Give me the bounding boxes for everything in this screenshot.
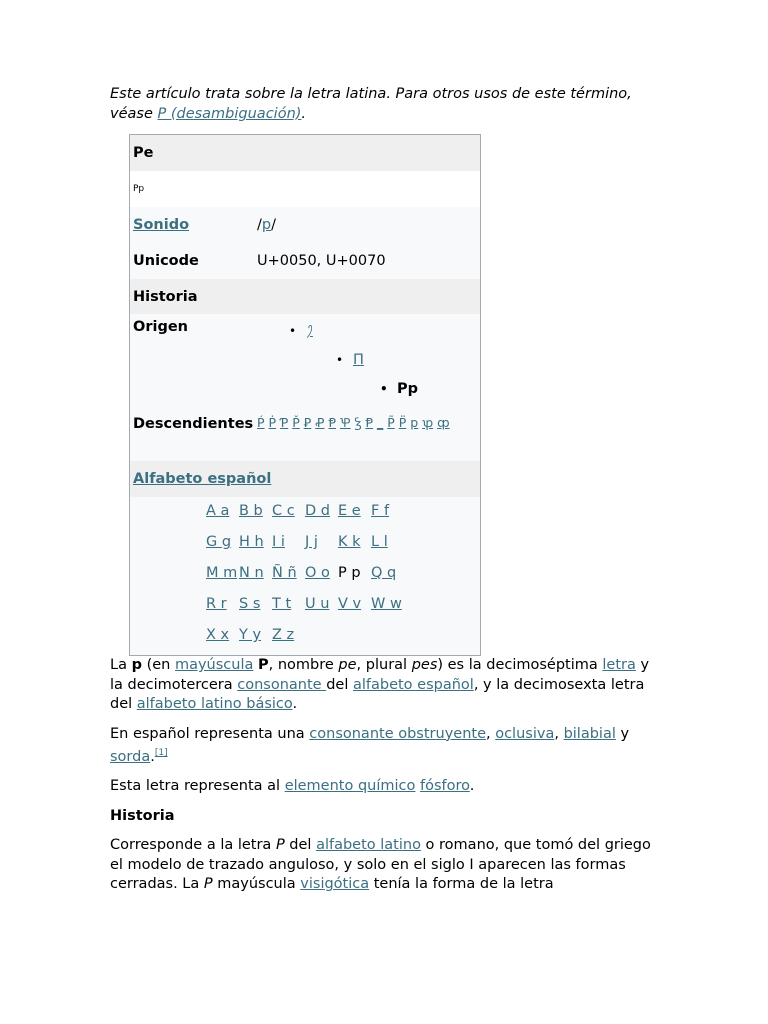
hatnote-text: Este artículo trata sobre la letra latina. Para otros usos de este término, véase [110,86,632,122]
infobox-sound-row [130,207,480,243]
descendant-link[interactable]: ȹ [437,415,450,430]
hatnote [110,84,660,124]
infobox [129,134,481,656]
text: , [554,725,564,742]
alphabet-grid [130,497,480,655]
origin-link-phoenician[interactable]: 𐤐 [306,323,313,339]
letter-link[interactable]: S s [239,596,261,612]
letter-link[interactable]: B b [239,503,263,519]
sound-slash-close: / [271,217,276,233]
italic-text: P [275,837,285,854]
intro-paragraph [110,656,660,715]
origin-item [397,376,477,405]
link-alfabeto-espanol[interactable]: alfabeto español [352,676,474,693]
bold-text: p [131,657,142,673]
letter-link[interactable]: U u [305,596,330,612]
article [110,84,660,905]
descendant-link[interactable]: P̈ [398,415,407,430]
element-paragraph [110,777,660,797]
link-sorda[interactable]: sorda [110,748,151,765]
italic-text: pe [338,657,357,673]
origin-list [257,318,477,405]
text: mayúscula [212,876,301,893]
descendant-link[interactable]: _ [376,415,384,430]
origin-label: Origen [133,319,188,335]
link-alfabeto-latino-basico[interactable]: alfabeto latino básico [136,696,293,712]
text: , y la decimosexta letra del [110,676,645,712]
letter-current: P p [338,565,361,581]
text: ) es la decimoséptima [437,657,603,673]
letter-link[interactable]: G g [206,534,232,550]
letter-link[interactable]: M m [206,565,238,581]
alphabet-heading-link[interactable]: Alfabeto español [133,471,272,487]
text: En español representa una [110,725,310,742]
hatnote-end: . [301,106,307,122]
link-letra[interactable]: letra [602,657,636,673]
letter-link[interactable]: F f [371,503,390,519]
sound-value [257,217,477,233]
letter-link[interactable]: V v [338,596,362,612]
history-paragraph [110,836,660,895]
letter-link[interactable]: H h [239,534,264,550]
reference-link[interactable]: [1] [154,748,168,758]
descendant-link[interactable]: Ꝣ [354,415,362,430]
descendant-link[interactable]: Ᵽ [365,415,373,430]
origin-item [306,318,477,347]
letter-link[interactable]: Ñ ñ [272,565,297,581]
disambiguation-link[interactable]: P (desambiguación) [157,106,302,122]
alphabet-row [206,532,480,552]
phonetics-paragraph [110,725,660,768]
letter-link[interactable]: Q q [371,565,397,581]
sound-label-link[interactable]: Sonido [133,217,190,233]
link-fosforo[interactable]: fósforo [420,778,470,795]
descendant-link[interactable]: P̃ [387,415,395,430]
text: La [110,657,132,673]
text: . [150,748,155,765]
infobox-origin-row [130,314,480,405]
alphabet-row [206,563,480,583]
bold-text: P [258,657,269,673]
letter-link[interactable]: C c [272,503,295,519]
alphabet-row [206,594,480,614]
text: del [326,676,353,693]
origin-item [353,347,477,376]
text: o romano, que tomó del griego el modelo de trazado anguloso, y solo en el siglo I aparecen las formas cerradas. La [110,837,651,893]
link-mayuscula[interactable]: mayúscula [174,657,254,673]
italic-text: pes [411,657,438,673]
descendant-link[interactable]: Ṗ [268,415,277,430]
letter-link[interactable]: T t [272,596,292,612]
link-visigotica[interactable]: visigótica [300,876,370,893]
section-heading-history: Historia [110,807,175,824]
descendant-link[interactable]: Ᵽ [328,415,336,430]
link-alfabeto-latino[interactable]: alfabeto latino [316,837,421,854]
descendant-link[interactable]: Ƥ [280,415,289,430]
alphabet-row [206,625,480,645]
descendant-link[interactable]: Ꝓ [315,415,325,430]
link-consonante[interactable]: consonante [237,676,327,693]
text: , plural [356,657,412,673]
infobox-alphabet-row [130,461,480,497]
letter-link[interactable]: X x [206,627,230,643]
infobox-history-row [130,279,480,314]
descendant-link[interactable]: Ꝑ [303,415,312,430]
letter-link[interactable]: A a [206,503,230,519]
text: tenía la forma de la letra [369,876,554,893]
text: . [292,696,298,712]
letter-link[interactable]: I i [272,534,285,550]
infobox-title-row [130,135,480,171]
link-elemento-quimico[interactable]: elemento químico [284,778,416,795]
letter-link[interactable]: J j [305,534,318,550]
letter-link[interactable]: K k [338,534,361,550]
descendant-link[interactable]: Ṕ [257,415,265,430]
letter-link[interactable]: D d [305,503,330,519]
descendants-label: Descendientes [133,416,254,432]
sound-p-link[interactable]: p [261,217,272,233]
text: Corresponde a la letra [110,837,276,854]
infobox-image-caption: Pp [133,184,145,194]
text: Esta letra representa al [110,778,285,795]
unicode-label: Unicode [133,253,199,269]
descendant-link[interactable]: P̌ [292,415,300,430]
letter-link[interactable]: Y y [239,627,262,643]
text: del [284,837,317,854]
text: , nombre [268,657,339,673]
origin-link-greek[interactable]: Π [353,352,364,368]
letter-link[interactable]: E e [338,503,361,519]
letter-link[interactable]: R r [206,596,227,612]
link-oclusiva[interactable]: oclusiva [495,725,555,742]
text: y la decimotercera [110,657,650,693]
text: , [486,725,496,742]
alphabet-row [206,501,480,521]
history-heading: Historia [133,288,198,305]
infobox-unicode-row [130,243,480,279]
text: (en [141,657,175,673]
descendant-link[interactable]: ꝕ [422,415,434,430]
infobox-image-row [130,171,480,207]
letter-link[interactable]: O o [305,565,330,581]
infobox-title: Pe [133,145,154,161]
letter-link[interactable]: L l [371,534,388,550]
infobox-descendants-row [130,405,480,461]
unicode-value: U+0050, U+0070 [257,253,386,269]
letter-link[interactable]: N n [239,565,264,581]
text: y [615,725,630,742]
origin-latin: Pp [397,381,419,397]
italic-text: P [203,876,213,893]
descendant-link[interactable]: Ꝕ [339,415,351,430]
descendant-link[interactable]: p [410,415,419,430]
descendants-list [257,414,477,431]
link-bilabial[interactable]: bilabial [563,725,616,742]
letter-link[interactable]: W w [371,596,402,612]
sound-slash-open: / [257,217,262,233]
link-consonante-obstruyente[interactable]: consonante obstruyente [309,725,486,742]
letter-link[interactable]: Z z [272,627,295,643]
text: . [469,778,475,795]
